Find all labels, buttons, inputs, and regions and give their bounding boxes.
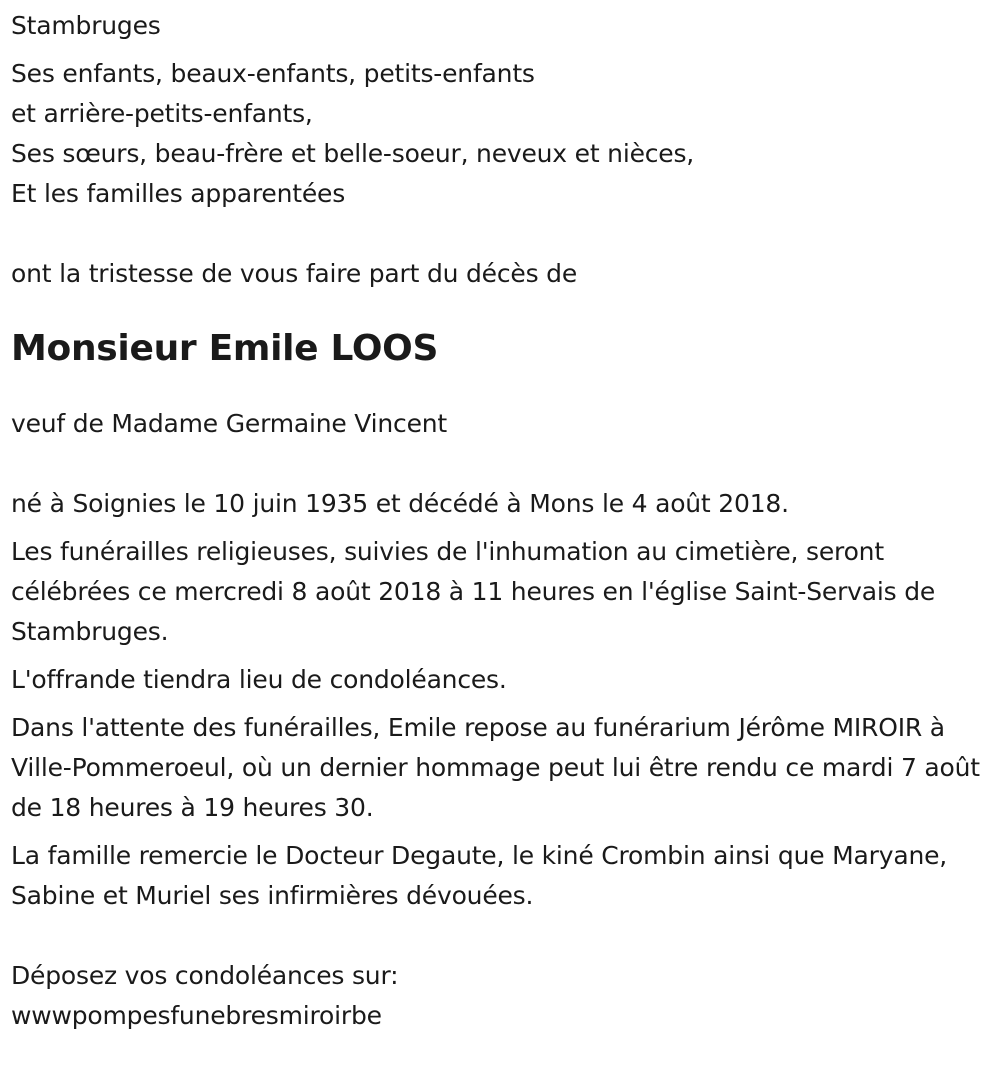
family-line-3: Ses sœurs, beau-frère et belle-soeur, neveux et nièces, [11,139,695,168]
family-line-2: et arrière-petits-enfants, [11,99,313,128]
widower-line: veuf de Madame Germaine Vincent [11,409,448,438]
condolences-label: Déposez vos condoléances sur: [11,961,399,990]
offering-line: L'offrande tiendra lieu de condoléances. [11,665,507,694]
birth-death-line: né à Soignies le 10 juin 1935 et décédé à Mons le 4 août 2018. [11,489,789,518]
location-line: Stambruges [11,11,161,40]
deceased-name: Monsieur Emile LOOS [11,328,439,369]
visitation-paragraph: Dans l'attente des funérailles, Emile repose au funérarium Jérôme MIROIR à Ville-Pommeroeul, où un dernier hommage peut lui être rendu ce mardi 7 août de 18 heures à 19 heures 30. [11,713,980,822]
thanks-paragraph: La famille remercie le Docteur Degaute, le kiné Crombin ainsi que Maryane, Sabine et Muriel ses infirmières dévouées. [11,841,948,910]
condolences-link[interactable]: wwwpompesfunebresmiroirbe [11,1001,382,1030]
obituary-notice [11,0,996,1036]
family-line-4: Et les familles apparentées [11,179,346,208]
announcement-line: ont la tristesse de vous faire part du décès de [11,259,578,288]
funeral-paragraph: Les funérailles religieuses, suivies de l'inhumation au cimetière, seront célébrées ce mercredi 8 août 2018 à 11 heures en l'église Saint-Servais de Stambruges. [11,537,936,646]
family-line-1: Ses enfants, beaux-enfants, petits-enfants [11,59,535,88]
